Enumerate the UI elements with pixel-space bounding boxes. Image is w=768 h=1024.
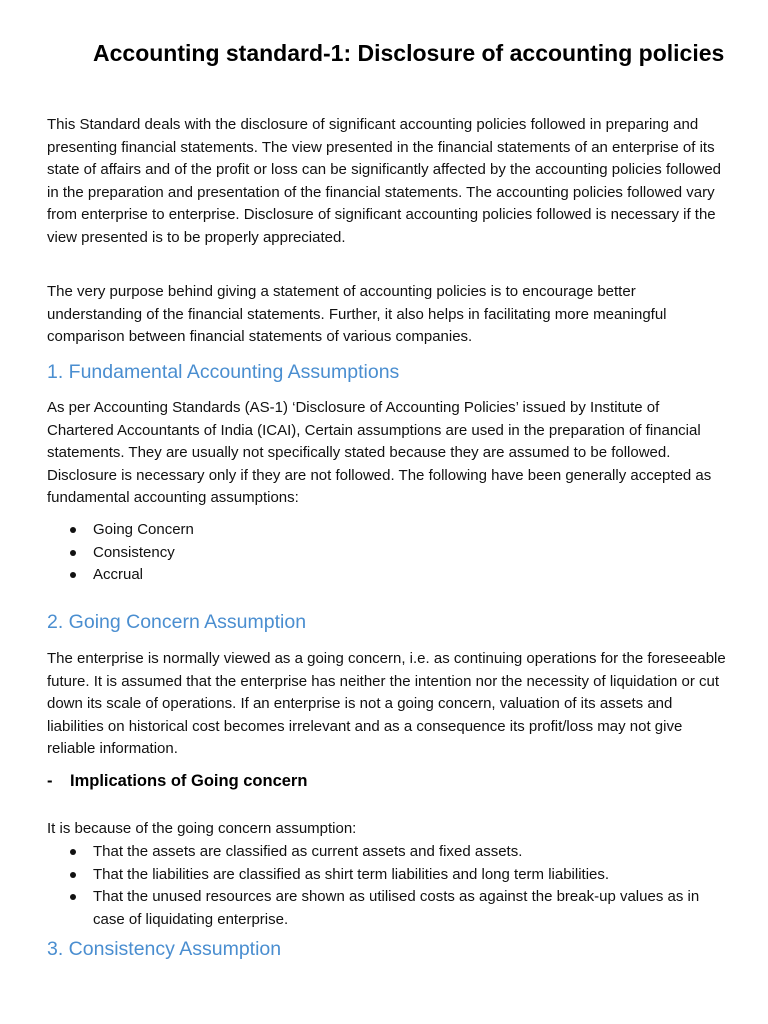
list-item	[70, 519, 730, 542]
bullet-icon	[70, 550, 76, 556]
section-heading-going-concern: 2. Going Concern Assumption	[47, 611, 307, 633]
list-item-text: That the liabilities are classified as shirt term liabilities and long term liabilities.	[93, 865, 610, 883]
section-heading-consistency: 3. Consistency Assumption	[47, 938, 282, 960]
bullet-icon	[70, 572, 76, 578]
list-item	[70, 564, 730, 587]
bullet-icon	[70, 849, 76, 855]
implications-intro: It is because of the going concern assumption:	[47, 820, 357, 837]
list-item-text: Going Concern	[93, 521, 194, 538]
bullet-icon	[70, 872, 76, 878]
subheading-implications	[47, 769, 307, 793]
list-item-text: Consistency	[93, 543, 175, 561]
document-title: Accounting standard-1: Disclosure of accounting policies	[93, 40, 725, 66]
list-item	[70, 886, 730, 931]
subheading-text: Implications of Going concern	[70, 772, 308, 790]
fundamental-assumptions-list	[70, 519, 730, 587]
fundamental-assumptions-paragraph: As per Accounting Standards (AS-1) ‘Disclosure of Accounting Policies’ issued by Institute of Chartered Accountants of India (ICAI), Certain assumptions are used in the preparation of financial statements. They are usually not specifically stated because they are assumed to be followed. Disclosure is necessary only if they are not followed. The following have been generally accepted as fundamental accounting assumptions:	[47, 399, 712, 506]
list-item-text: That the assets are classified as current assets and fixed assets.	[93, 843, 523, 860]
intro-paragraph-1: This Standard deals with the disclosure of significant accounting policies followed in preparing and presenting financial statements. The view presented in the financial statements of an enterprise of its state of affairs and of the profit or loss can be significantly affected by the accounting policies followed in the preparation and presentation of the financial statements. The accounting policies followed vary from enterprise to enterprise. Disclosure of significant accounting policies followed is necessary if the view presented is to be properly appreciated.	[47, 116, 722, 246]
list-item	[70, 864, 730, 887]
list-item-text: Accrual	[93, 566, 144, 583]
going-concern-paragraph: The enterprise is normally viewed as a going concern, i.e. as continuing operations for the foreseeable future. It is assumed that the enterprise has neither the intention nor the necessity of liquidation or cut down its scale of operations. If an enterprise is not a going concern, valuation of its assets and liabilities on historical cost becomes irrelevant and as a consequence its profit/loss may not give reliable information.	[47, 650, 726, 757]
list-item-text: That the unused resources are shown as utilised costs as against the break-up values as in case of liquidating enterprise.	[93, 888, 700, 928]
implications-list	[70, 841, 730, 931]
list-item	[70, 542, 730, 565]
bullet-icon	[70, 527, 76, 533]
intro-paragraph-2: The very purpose behind giving a statement of accounting policies is to encourage better understanding of the financial statements. Further, it also helps in facilitating more meaningful comparison between financial statements of various companies.	[47, 283, 667, 345]
dash-marker: -	[47, 772, 53, 790]
section-heading-fundamental-assumptions: 1. Fundamental Accounting Assumptions	[47, 361, 400, 383]
list-item	[70, 841, 730, 864]
bullet-icon	[70, 894, 76, 900]
